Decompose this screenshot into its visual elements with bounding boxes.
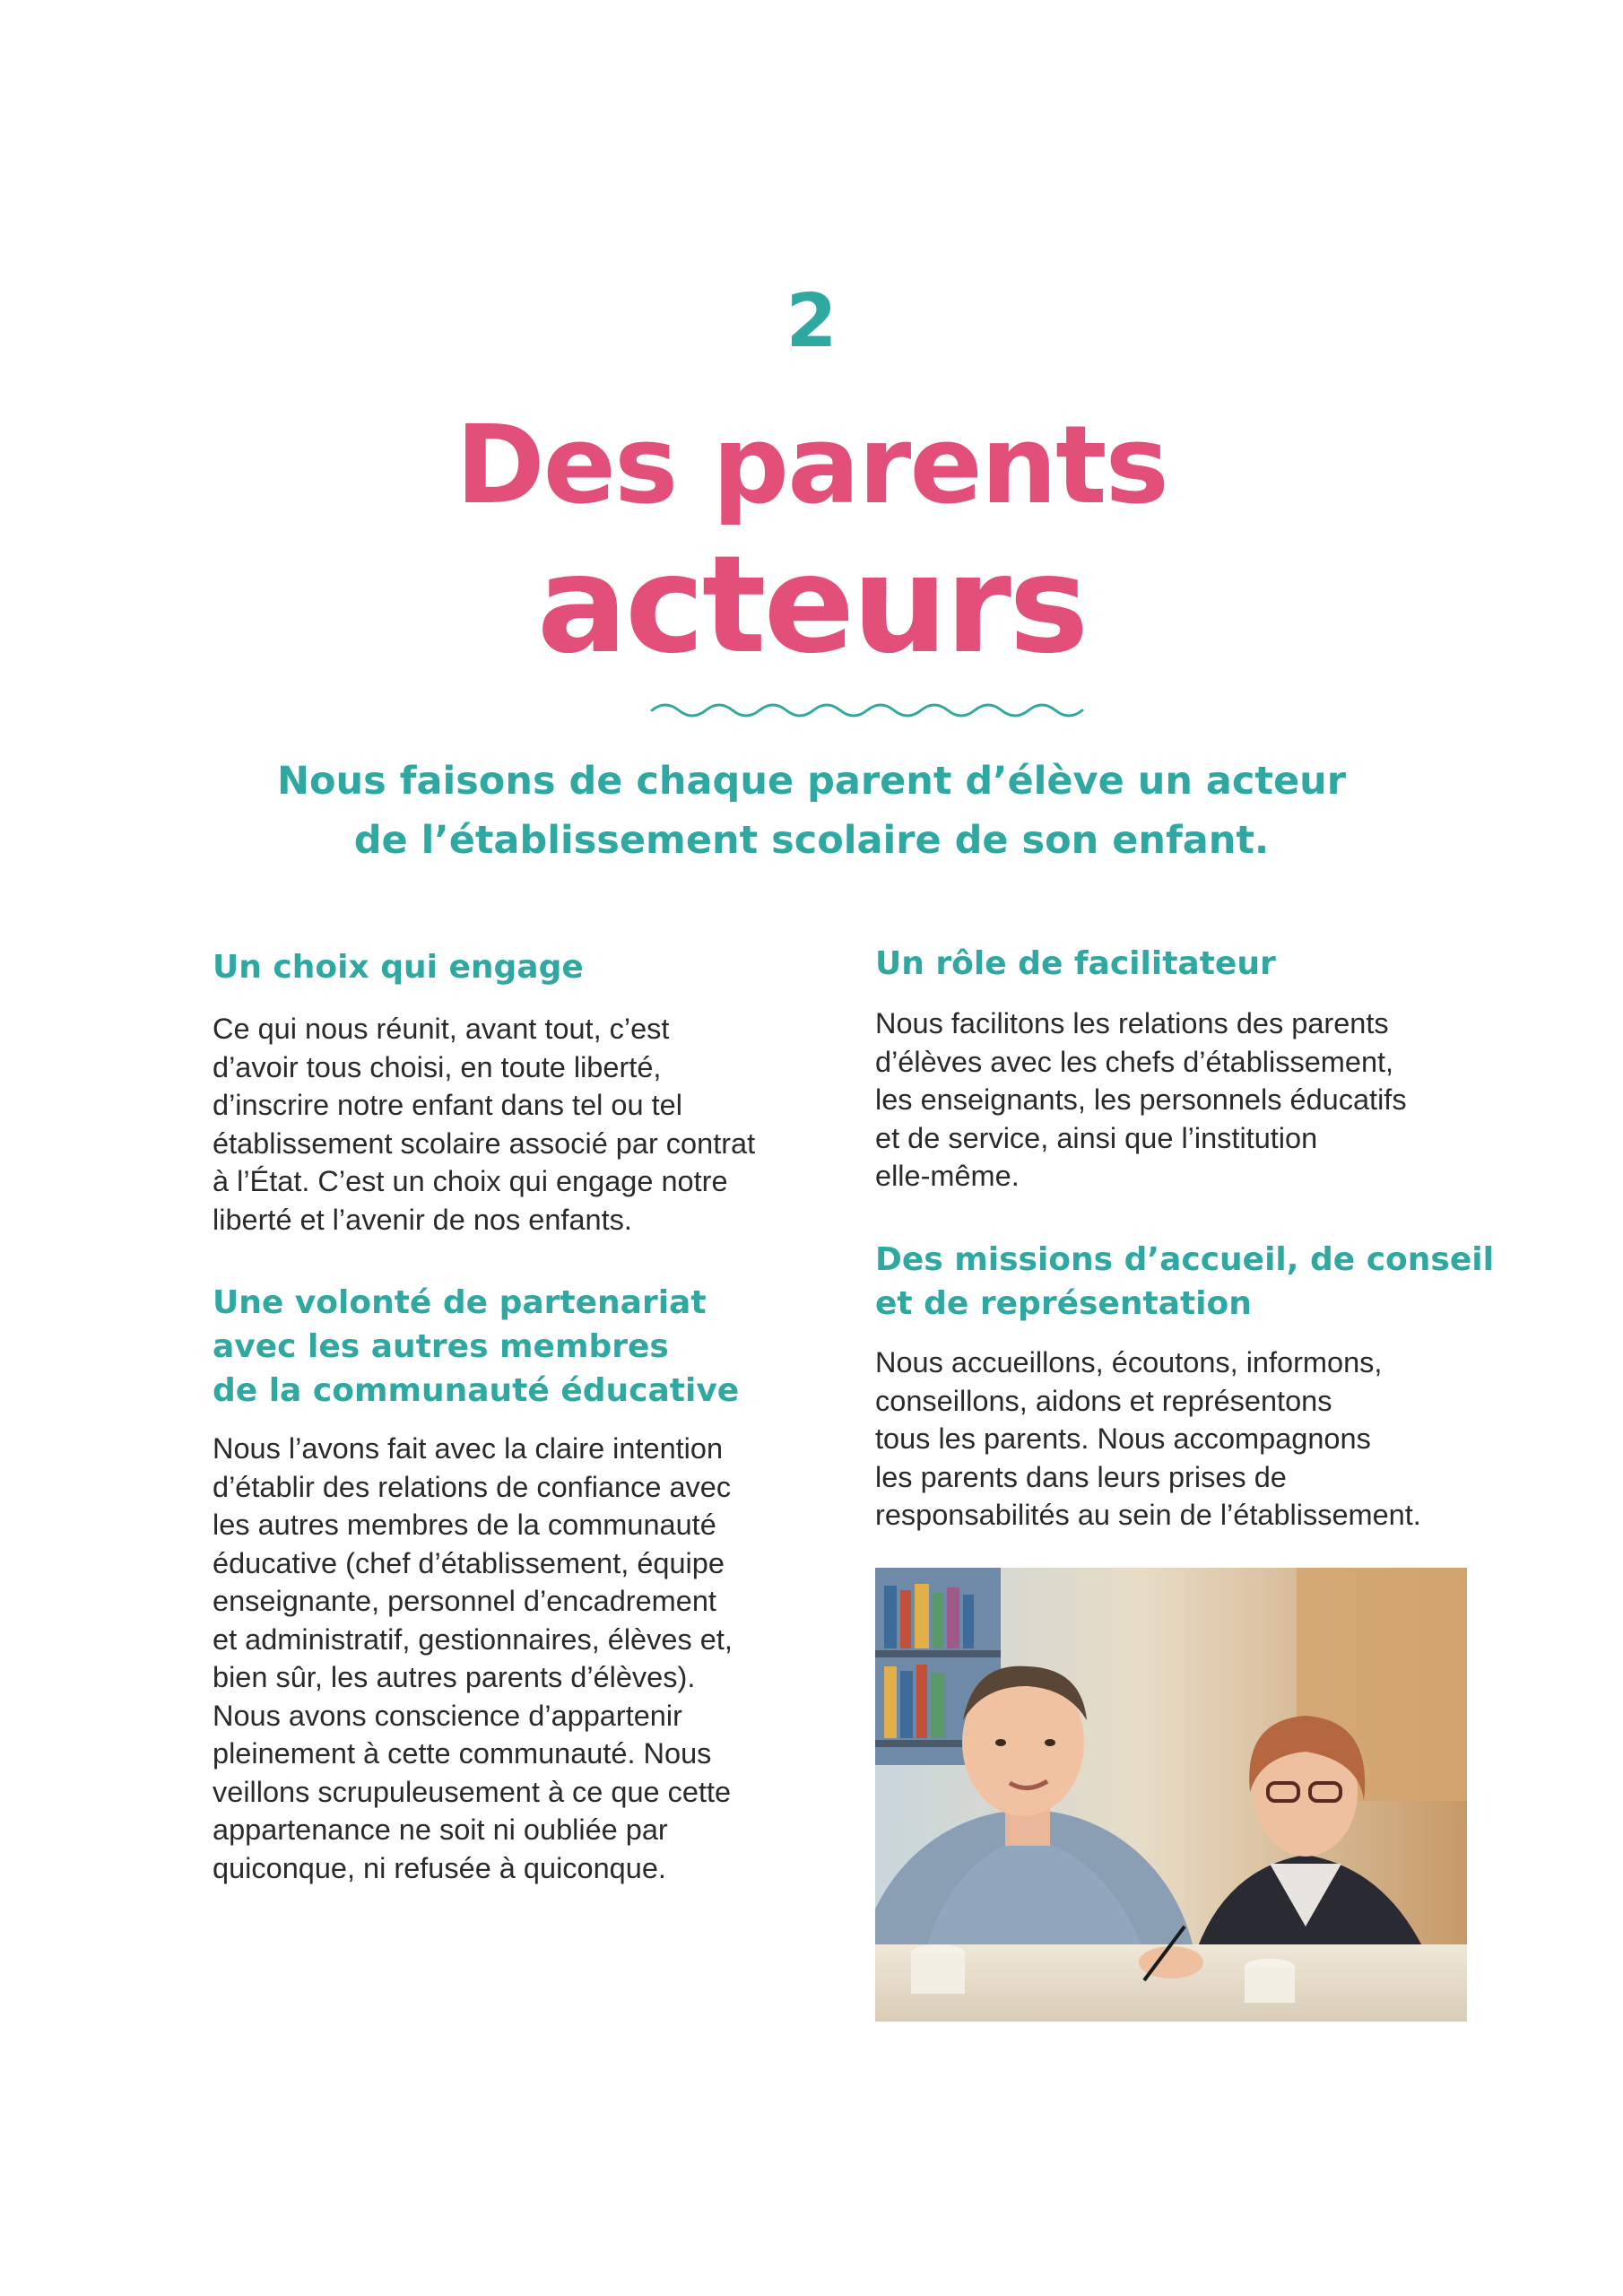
heading-line: Une volonté de partenariat [213, 1284, 707, 1321]
text-line: d’avoir tous choisi, en toute liberté, [213, 1050, 662, 1083]
heading-line: avec les autres membres [213, 1328, 669, 1365]
text-line: liberté et l’avenir de nos enfants. [213, 1203, 632, 1236]
photo-parents-meeting [875, 1568, 1467, 2022]
text-line: Nous facilitons les relations des parents [875, 1007, 1389, 1039]
text-line: pleinement à cette communauté. Nous [213, 1737, 712, 1770]
chapter-title-line-1: Des parents [456, 404, 1167, 528]
intro-line-1: Nous faisons de chaque parent d’élève un acteur [277, 759, 1346, 804]
paragraph-choix-qui-engage [213, 1010, 755, 1239]
text-line: les parents dans leurs prises de [875, 1460, 1287, 1493]
text-line: à l’État. C’est un choix qui engage notre [213, 1165, 728, 1197]
paragraph-partenariat [213, 1430, 733, 1887]
text-line: appartenance ne soit ni oubliée par [213, 1813, 668, 1846]
text-line: Nous accueillons, écoutons, informons, [875, 1346, 1383, 1378]
heading-partenariat [213, 1281, 739, 1413]
text-line: Nous l’avons fait avec la claire intention [213, 1432, 724, 1465]
text-line: d’établir des relations de confiance avec [213, 1470, 732, 1503]
text-line: enseignante, personnel d’encadrement [213, 1585, 716, 1617]
intro-line-2: de l’établissement scolaire de son enfant. [353, 818, 1270, 863]
heading-choix-qui-engage: Un choix qui engage [213, 949, 584, 986]
text-line: Nous avons conscience d’appartenir [213, 1699, 682, 1732]
text-line: d’élèves avec les chefs d’établissement, [875, 1045, 1394, 1078]
paragraph-missions [875, 1344, 1421, 1535]
text-line: responsabilités au sein de l’établissement. [875, 1499, 1421, 1531]
text-line: conseillons, aidons et représentons [875, 1384, 1332, 1417]
text-line: les enseignants, les personnels éducatifs [875, 1083, 1407, 1116]
heading-facilitateur: Un rôle de facilitateur [875, 945, 1276, 982]
text-line: veillons scrupuleusement à ce que cette [213, 1775, 732, 1808]
text-line: d’inscrire notre enfant dans tel ou tel [213, 1089, 682, 1121]
heading-missions [875, 1238, 1494, 1326]
text-line: éducative (chef d’établissement, équipe [213, 1546, 725, 1579]
paragraph-facilitateur [875, 1004, 1407, 1196]
intro-statement [0, 752, 1623, 870]
text-line: les autres membres de la communauté [213, 1509, 716, 1541]
wave-divider [647, 694, 1087, 721]
text-line: et de service, ainsi que l’institution [875, 1121, 1318, 1154]
text-line: Ce qui nous réunit, avant tout, c’est [213, 1013, 670, 1045]
text-line: établissement scolaire associé par contrat [213, 1126, 756, 1160]
heading-line: et de représentation [875, 1285, 1252, 1322]
chapter-number: 2 [785, 279, 838, 364]
text-line: quiconque, ni refusée à quiconque. [213, 1851, 666, 1884]
chapter-title-line-2: acteurs [536, 527, 1087, 683]
text-line: elle-même. [875, 1160, 1020, 1192]
heading-line: de la communauté éducative [213, 1372, 740, 1409]
text-line: et administratif, gestionnaires, élèves et, [213, 1622, 733, 1656]
text-line: bien sûr, les autres parents d’élèves). [213, 1661, 696, 1693]
heading-line: Des missions d’accueil, de conseil [875, 1241, 1494, 1278]
photo-illustration [875, 1568, 1467, 2022]
text-line: tous les parents. Nous accompagnons [875, 1422, 1371, 1455]
